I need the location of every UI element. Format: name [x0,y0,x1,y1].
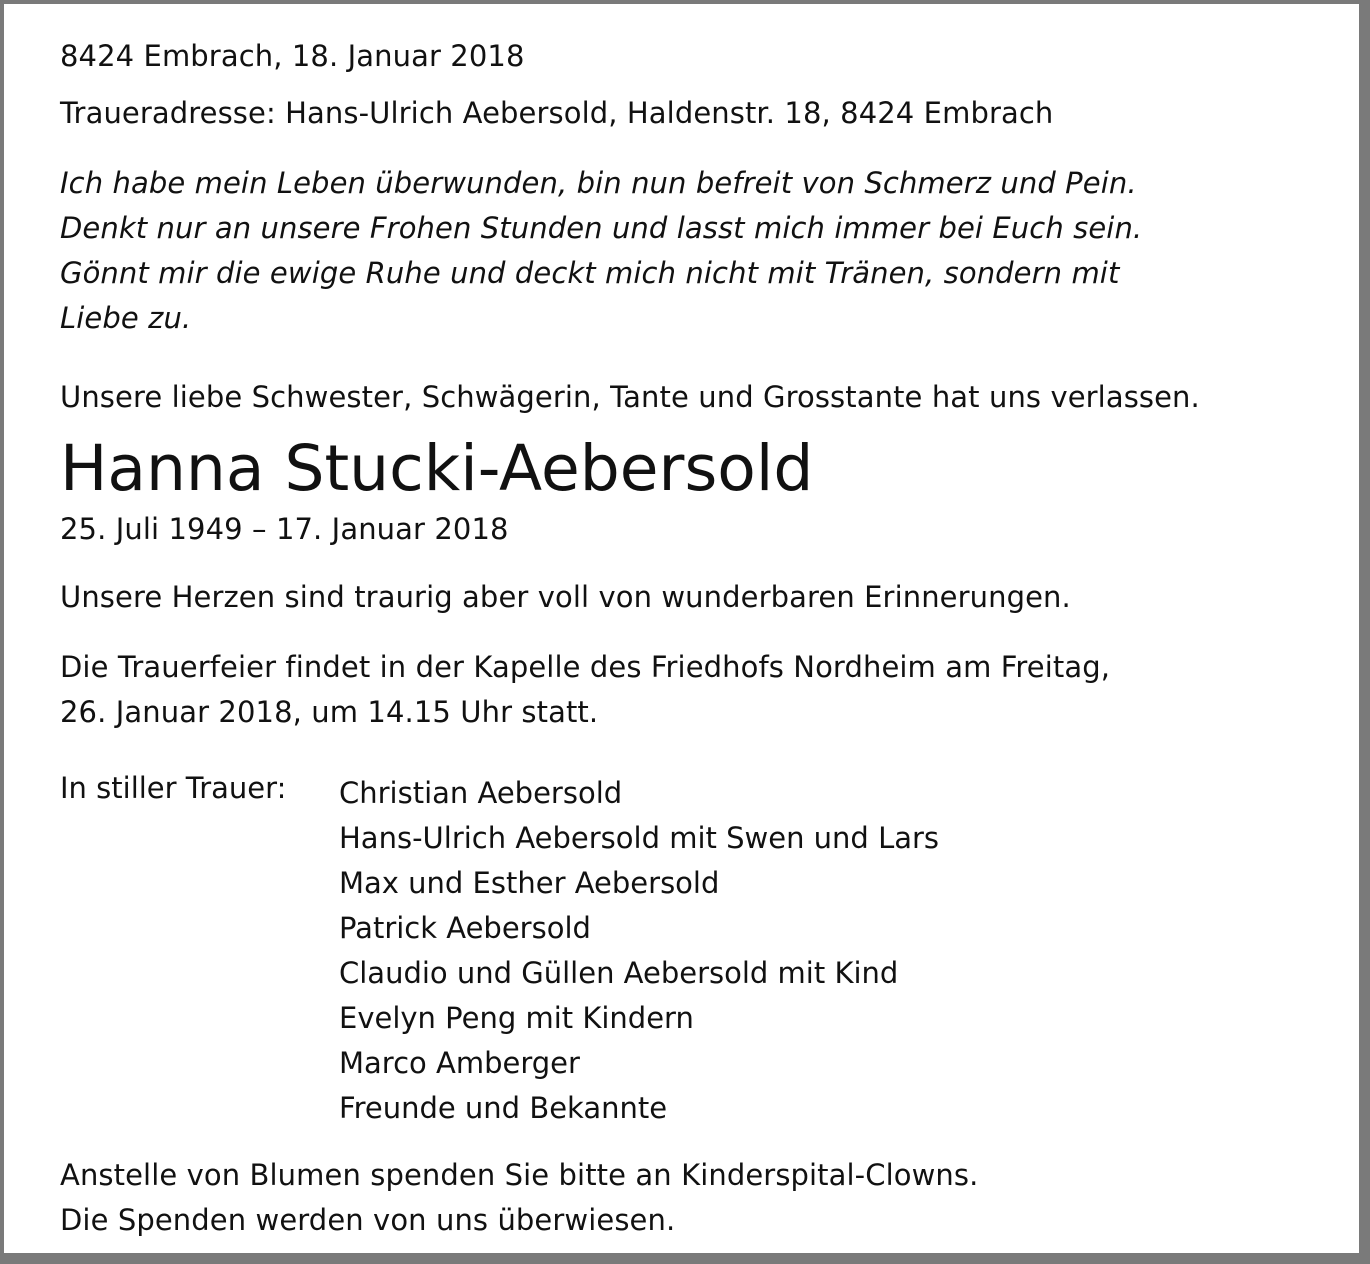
mourner-name: Max und Esther Aebersold [339,866,720,900]
mourners-label: In stiller Trauer: [60,771,287,805]
poem-line: Gönnt mir die ewige Ruhe und deckt mich nicht mit Tränen, sondern mit [60,256,1120,290]
deceased-name: Hanna Stucki-Aebersold [60,432,814,505]
mourner-name: Patrick Aebersold [339,911,591,945]
poem-line: Ich habe mein Leben überwunden, bin nun befreit von Schmerz und Pein. [60,166,1137,200]
mourner-name: Claudio und Güllen Aebersold mit Kind [339,956,899,990]
mourners-list [339,771,939,1131]
donation-line: Anstelle von Blumen spenden Sie bitte an Kinderspital-Clowns. [60,1158,979,1192]
mourner-name: Christian Aebersold [339,776,623,810]
ceremony-line: 26. Januar 2018, um 14.15 Uhr statt. [60,695,599,729]
mourner-name: Freunde und Bekannte [339,1091,668,1125]
poem-line: Liebe zu. [60,301,192,335]
place-date: 8424 Embrach, 18. Januar 2018 [60,39,525,73]
mourning-address: Traueradresse: Hans-Ulrich Aebersold, Haldenstr. 18, 8424 Embrach [60,96,1054,130]
announcement: Unsere liebe Schwester, Schwägerin, Tante und Grosstante hat uns verlassen. [60,380,1200,414]
donation-line: Die Spenden werden von uns überwiesen. [60,1203,676,1237]
ceremony-line: Die Trauerfeier findet in der Kapelle des Friedhofs Nordheim am Freitag, [60,650,1111,684]
life-dates: 25. Juli 1949 – 17. Januar 2018 [60,512,509,546]
mourner-name: Marco Amberger [339,1046,580,1080]
poem-line: Denkt nur an unsere Frohen Stunden und lasst mich immer bei Euch sein. [60,211,1143,245]
mourner-name: Hans-Ulrich Aebersold mit Swen und Lars [339,821,940,855]
mourner-name: Evelyn Peng mit Kindern [339,1001,694,1035]
hearts-text: Unsere Herzen sind traurig aber voll von wunderbaren Erinnerungen. [60,580,1071,614]
